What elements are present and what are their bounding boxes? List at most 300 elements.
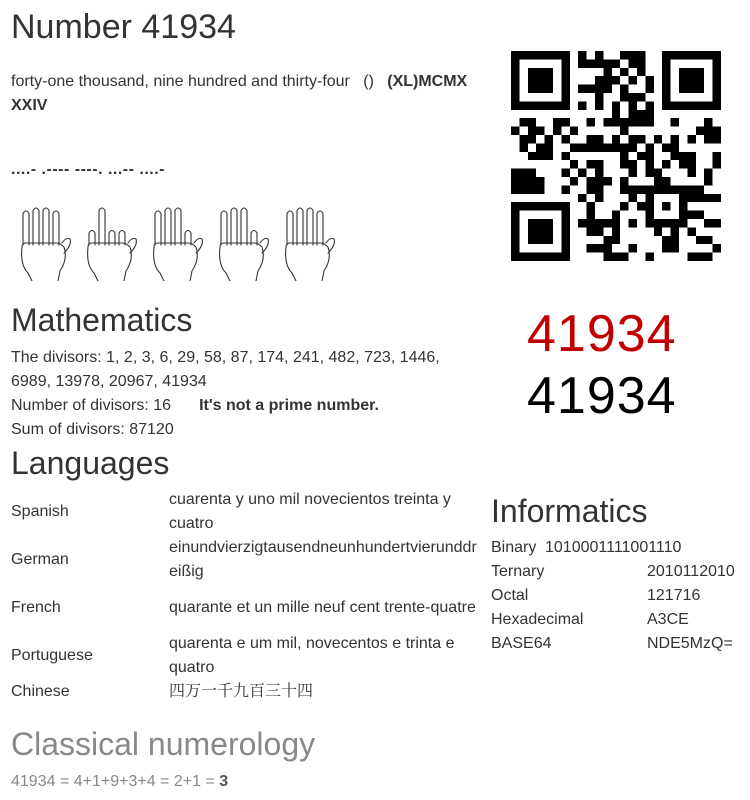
qr-module (671, 236, 679, 244)
qr-module (561, 244, 569, 252)
qr-module (545, 219, 553, 227)
roman-numeral: (XL)MCMX XXIV (11, 73, 468, 114)
qr-module (528, 85, 536, 93)
qr-module (637, 68, 645, 76)
qr-module (528, 253, 536, 261)
qr-module (519, 118, 527, 126)
qr-module (511, 177, 519, 185)
info-value: 1010001111001110 (545, 539, 682, 556)
qr-module (629, 110, 637, 118)
qr-module (620, 127, 628, 135)
qr-module (536, 219, 544, 227)
qr-module (519, 169, 527, 177)
qr-module (587, 219, 595, 227)
qr-module (595, 93, 603, 101)
divisor-sum: Sum of divisors: 87120 (11, 421, 174, 438)
qr-module (637, 185, 645, 193)
qr-module (612, 110, 620, 118)
qr-module (603, 143, 611, 151)
qr-module (519, 253, 527, 261)
qr-module (637, 110, 645, 118)
qr-module (713, 51, 721, 59)
qr-module (645, 185, 653, 193)
qr-module (603, 68, 611, 76)
qr-module (603, 219, 611, 227)
roman-parens: () (363, 73, 374, 90)
qr-module (713, 160, 721, 168)
qr-module (713, 101, 721, 109)
qr-module (629, 118, 637, 126)
qr-module (511, 244, 519, 252)
qr-module (545, 51, 553, 59)
qr-module (612, 227, 620, 235)
divisors-list: The divisors: 1, 2, 3, 6, 29, 58, 87, 174, 241, 482, 723, 1446, 6989, 13978, 20967, 41934 (11, 349, 440, 390)
qr-module (654, 169, 662, 177)
language-text: 四万一千九百三十四 (169, 683, 314, 700)
qr-module (629, 185, 637, 193)
qr-module (713, 59, 721, 67)
qr-module (645, 118, 653, 126)
sign-hand-icon (22, 208, 71, 281)
qr-module (687, 253, 695, 261)
qr-module (713, 76, 721, 84)
qr-module (570, 143, 578, 151)
qr-module (528, 169, 536, 177)
qr-module (553, 118, 561, 126)
qr-module (595, 85, 603, 93)
number-display-red: 41934 (527, 305, 677, 363)
qr-module (561, 211, 569, 219)
qr-module (612, 211, 620, 219)
qr-module (519, 143, 527, 151)
language-text: einundvierzigtausendneunhundertvierunddreißig (169, 539, 477, 580)
qr-module (696, 194, 704, 202)
qr-module (545, 253, 553, 261)
qr-module (587, 160, 595, 168)
qr-module (645, 194, 653, 202)
qr-module (704, 219, 712, 227)
qr-module (570, 177, 578, 185)
qr-module (587, 244, 595, 252)
qr-module (528, 219, 536, 227)
qr-module (612, 236, 620, 244)
qr-module (654, 185, 662, 193)
qr-module (528, 177, 536, 185)
qr-module (671, 118, 679, 126)
info-value: A3CE (647, 611, 689, 628)
qr-module (561, 118, 569, 126)
qr-module (671, 51, 679, 59)
qr-module (687, 85, 695, 93)
language-text: cuarenta y uno mil novecientos treinta y cuatro (169, 491, 451, 532)
qr-module (612, 59, 620, 67)
qr-module (645, 85, 653, 93)
qr-module (637, 135, 645, 143)
qr-module (637, 93, 645, 101)
qr-module (620, 185, 628, 193)
qr-module (713, 93, 721, 101)
qr-module (587, 211, 595, 219)
qr-module (511, 227, 519, 235)
language-name: French (11, 599, 61, 616)
qr-module (561, 227, 569, 235)
qr-module (536, 51, 544, 59)
qr-module (713, 127, 721, 135)
qr-module (671, 227, 679, 235)
qr-module (645, 211, 653, 219)
qr-module (629, 219, 637, 227)
qr-module (536, 68, 544, 76)
qr-module (528, 236, 536, 244)
numerology-heading: Classical numerology (11, 726, 316, 762)
divisor-count-line (11, 394, 481, 418)
numerology-line (11, 773, 228, 791)
qr-module (519, 177, 527, 185)
qr-module (696, 68, 704, 76)
qr-module (511, 127, 519, 135)
qr-module (662, 160, 670, 168)
qr-module (536, 101, 544, 109)
qr-module (629, 169, 637, 177)
qr-module (595, 244, 603, 252)
qr-module (511, 219, 519, 227)
qr-module (578, 194, 586, 202)
qr-module (713, 68, 721, 76)
qr-module (603, 76, 611, 84)
qr-module (696, 101, 704, 109)
info-label: Ternary (491, 563, 545, 580)
qr-module (671, 244, 679, 252)
qr-module (687, 211, 695, 219)
qr-module (679, 211, 687, 219)
qr-module (704, 51, 712, 59)
qr-module (612, 219, 620, 227)
qr-module (679, 185, 687, 193)
qr-module (578, 51, 586, 59)
language-row-chinese (11, 680, 481, 704)
qr-module (637, 202, 645, 210)
qr-module (696, 253, 704, 261)
qr-module (595, 219, 603, 227)
qr-module (587, 135, 595, 143)
qr-module (528, 118, 536, 126)
qr-module (545, 143, 553, 151)
qr-module (629, 143, 637, 151)
qr-module (687, 68, 695, 76)
page-title: Number 41934 (11, 8, 236, 46)
qr-module (679, 68, 687, 76)
qr-module (536, 227, 544, 235)
qr-module (561, 51, 569, 59)
sign-hand-icon (88, 208, 137, 281)
qr-module (587, 143, 595, 151)
qr-module (595, 135, 603, 143)
qr-module (595, 227, 603, 235)
qr-module (519, 51, 527, 59)
qr-module (561, 202, 569, 210)
qr-module (587, 185, 595, 193)
qr-module (662, 236, 670, 244)
qr-module (704, 236, 712, 244)
info-label: Hexadecimal (491, 611, 584, 628)
qr-module (687, 194, 695, 202)
qr-module (545, 85, 553, 93)
numerology-equation: 41934 = 4+1+9+3+4 = 2+1 = (11, 773, 220, 790)
qr-module (645, 169, 653, 177)
qr-module (587, 202, 595, 210)
info-label: Octal (491, 587, 529, 604)
qr-module (704, 135, 712, 143)
qr-module (620, 143, 628, 151)
qr-module (595, 143, 603, 151)
qr-module (662, 244, 670, 252)
qr-module (662, 93, 670, 101)
qr-module (713, 194, 721, 202)
qr-module (687, 169, 695, 177)
qr-module (620, 85, 628, 93)
qr-module (629, 135, 637, 143)
qr-code-image (511, 51, 721, 261)
mathematics-heading: Mathematics (11, 302, 193, 338)
qr-module (603, 59, 611, 67)
qr-module (603, 244, 611, 252)
qr-module (578, 85, 586, 93)
qr-module (620, 118, 628, 126)
language-text: quarenta e um mil, novecentos e trinta e quatro (169, 635, 455, 676)
qr-module (561, 93, 569, 101)
qr-module (696, 185, 704, 193)
qr-module (545, 76, 553, 84)
qr-module (578, 219, 586, 227)
qr-module (519, 135, 527, 143)
qr-module (595, 76, 603, 84)
qr-module (629, 76, 637, 84)
qr-module (629, 160, 637, 168)
qr-module (645, 202, 653, 210)
qr-module (629, 244, 637, 252)
qr-module (528, 202, 536, 210)
qr-module (662, 185, 670, 193)
qr-module (696, 85, 704, 93)
qr-module (662, 51, 670, 59)
qr-module (603, 177, 611, 185)
qr-module (612, 76, 620, 84)
qr-module (578, 101, 586, 109)
informatics-heading: Informatics (491, 493, 648, 529)
qr-module (545, 152, 553, 160)
qr-module (679, 101, 687, 109)
qr-module (620, 202, 628, 210)
qr-module (587, 177, 595, 185)
qr-module (687, 101, 695, 109)
qr-module (511, 76, 519, 84)
qr-module (561, 152, 569, 160)
language-name: Spanish (11, 503, 69, 520)
qr-module (511, 68, 519, 76)
qr-module (679, 219, 687, 227)
qr-module (528, 185, 536, 193)
qr-module (553, 101, 561, 109)
language-row-french (11, 584, 481, 632)
qr-module (679, 51, 687, 59)
qr-module (528, 101, 536, 109)
qr-module (654, 227, 662, 235)
qr-module (561, 85, 569, 93)
qr-module (629, 59, 637, 67)
qr-module (645, 101, 653, 109)
qr-module (528, 152, 536, 160)
qr-module (587, 118, 595, 126)
qr-module (704, 118, 712, 126)
qr-module (519, 101, 527, 109)
qr-module (679, 85, 687, 93)
info-value: NDE5MzQ= (647, 635, 733, 652)
qr-module (679, 160, 687, 168)
qr-module (629, 51, 637, 59)
qr-module (561, 185, 569, 193)
qr-module (620, 51, 628, 59)
language-row-german (11, 536, 481, 584)
number-display-black: 41934 (527, 367, 677, 425)
qr-module (595, 185, 603, 193)
qr-module (536, 152, 544, 160)
qr-module (553, 51, 561, 59)
qr-module (528, 227, 536, 235)
qr-module (511, 59, 519, 67)
number-words: forty-one thousand, nine hundred and thirty-four (11, 73, 350, 90)
qr-module (528, 127, 536, 135)
qr-module (713, 219, 721, 227)
qr-module (687, 185, 695, 193)
qr-module (679, 152, 687, 160)
qr-module (570, 160, 578, 168)
qr-module (553, 202, 561, 210)
qr-module (671, 152, 679, 160)
qr-module (704, 127, 712, 135)
qr-module (704, 101, 712, 109)
qr-module (528, 51, 536, 59)
qr-module (671, 185, 679, 193)
qr-module (645, 219, 653, 227)
qr-module (662, 143, 670, 151)
qr-module (671, 101, 679, 109)
qr-module (696, 211, 704, 219)
qr-module (620, 93, 628, 101)
sign-hand-icon (286, 208, 335, 281)
qr-module (603, 253, 611, 261)
info-value: 121716 (647, 587, 701, 604)
language-name: Portuguese (11, 647, 93, 664)
language-name: German (11, 551, 69, 568)
qr-module (603, 85, 611, 93)
qr-module (637, 152, 645, 160)
sign-hand-icon (154, 208, 203, 281)
languages-table (11, 488, 481, 704)
qr-module (536, 202, 544, 210)
info-label: Binary (491, 539, 537, 556)
qr-module (662, 202, 670, 210)
languages-heading: Languages (11, 445, 170, 481)
qr-module (595, 177, 603, 185)
qr-module (662, 85, 670, 93)
sign-language-hands (12, 203, 342, 281)
qr-module (536, 253, 544, 261)
qr-module (536, 76, 544, 84)
qr-module (561, 135, 569, 143)
language-name: Chinese (11, 683, 70, 700)
qr-module (511, 211, 519, 219)
info-label: BASE64 (491, 635, 552, 652)
qr-module (578, 169, 586, 177)
qr-module (545, 202, 553, 210)
qr-module (612, 253, 620, 261)
qr-module (612, 135, 620, 143)
qr-module (662, 76, 670, 84)
mathematics-section (11, 346, 481, 442)
qr-module (536, 177, 544, 185)
qr-module (637, 51, 645, 59)
info-value: 2010112010 (647, 563, 735, 580)
qr-module (536, 185, 544, 193)
qr-module (620, 177, 628, 185)
language-row-portuguese (11, 632, 481, 680)
prime-status: It's not a prime number. (199, 397, 379, 414)
qr-module (637, 59, 645, 67)
divisor-count: Number of divisors: 16 (11, 397, 172, 414)
qr-module (612, 118, 620, 126)
qr-module (696, 236, 704, 244)
qr-module (620, 253, 628, 261)
language-text: quarante et un mille neuf cent trente-quatre (169, 599, 476, 616)
qr-module (713, 135, 721, 143)
qr-module (645, 143, 653, 151)
qr-module (511, 169, 519, 177)
language-row-spanish (11, 488, 481, 536)
qr-module (561, 76, 569, 84)
qr-module (687, 152, 695, 160)
qr-module (545, 135, 553, 143)
qr-module (612, 101, 620, 109)
qr-module (536, 236, 544, 244)
qr-module (545, 68, 553, 76)
qr-module (662, 101, 670, 109)
qr-module (587, 59, 595, 67)
qr-module (620, 68, 628, 76)
qr-module (645, 160, 653, 168)
qr-module (595, 194, 603, 202)
qr-module (595, 169, 603, 177)
qr-module (687, 76, 695, 84)
qr-module (704, 253, 712, 261)
qr-module (687, 51, 695, 59)
qr-module (561, 68, 569, 76)
qr-module (629, 93, 637, 101)
qr-module (536, 85, 544, 93)
qr-module (679, 76, 687, 84)
qr-module (561, 169, 569, 177)
qr-module (671, 135, 679, 143)
qr-module (671, 143, 679, 151)
qr-module (696, 76, 704, 84)
qr-module (545, 227, 553, 235)
qr-module (587, 227, 595, 235)
qr-module (713, 152, 721, 160)
qr-module (687, 135, 695, 143)
qr-module (620, 152, 628, 160)
qr-module (578, 59, 586, 67)
qr-module (553, 253, 561, 261)
qr-module (612, 143, 620, 151)
